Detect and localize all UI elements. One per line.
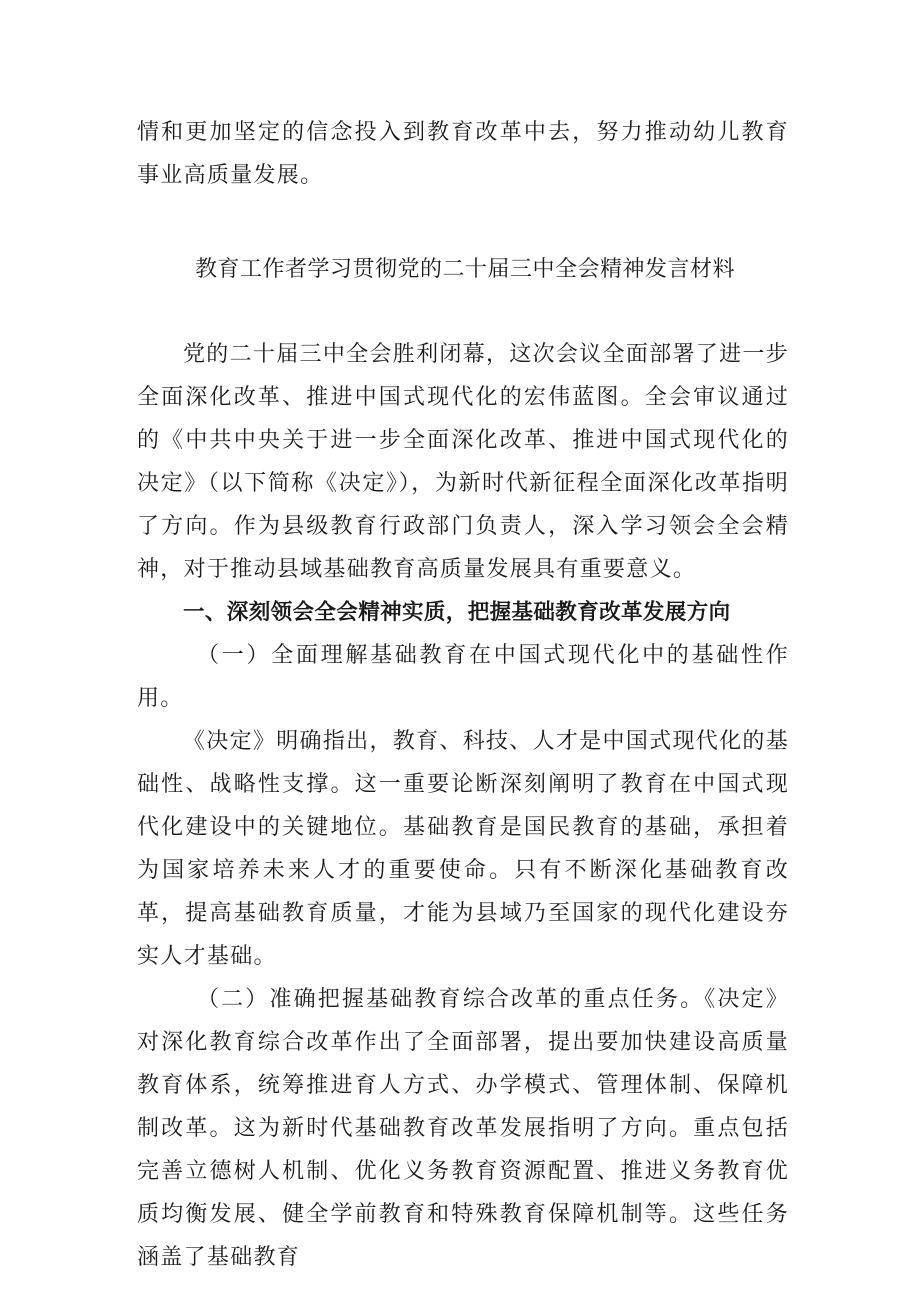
subsection-heading-1: （一）全面理解基础教育在中国式现代化中的基础性作用。 (137, 643, 789, 711)
article-title: 教育工作者学习贯彻党的二十届三中全会精神发言材料 (194, 257, 735, 282)
continuation-paragraph: 情和更加坚定的信念投入到教育改革中去，努力推动幼儿教育事业高质量发展。 (137, 120, 789, 188)
article-body (137, 333, 789, 1279)
intro-paragraph: 党的二十届三中全会胜利闭幕，这次会议全面部署了进一步全面深化改革、推进中国式现代化的宏伟蓝图。全会审议通过的《中共中央关于进一步全面深化改革、推进中国式现代化的决定》（以下简称《决定》），为新时代新征程全面深化改革指明了方向。作为县级教育行政部门负责人，深入学习领会全会精神，对于推动县域基础教育高质量发展具有重要意义。 (137, 342, 789, 582)
section-heading-1: 一、深刻领会全会精神实质，把握基础教育改革发展方向 (183, 600, 731, 625)
subsection-paragraph-2: （二）准确把握基础教育综合改革的重点任务。《决定》对深化教育综合改革作出了全面部署，提出要加快建设高质量教育体系，统筹推进育人方式、办学模式、管理体制、保障机制改革。这为新时代基础教育改革发展指明了方向。重点包括完善立德树人机制、优化义务教育资源配置、推进义务教育优质均衡发展、健全学前教育和特殊教育保障机制等。这些任务涵盖了基础教育 (137, 987, 789, 1270)
subsection-paragraph-1: 《决定》明确指出，教育、科技、人才是中国式现代化的基础性、战略性支撑。这一重要论断深刻阐明了教育在中国式现代化建设中的关键地位。基础教育是国民教育的基础，承担着为国家培养未来人才的重要使命。只有不断深化基础教育改革，提高基础教育质量，才能为县域乃至国家的现代化建设夯实人才基础。 (137, 729, 789, 969)
